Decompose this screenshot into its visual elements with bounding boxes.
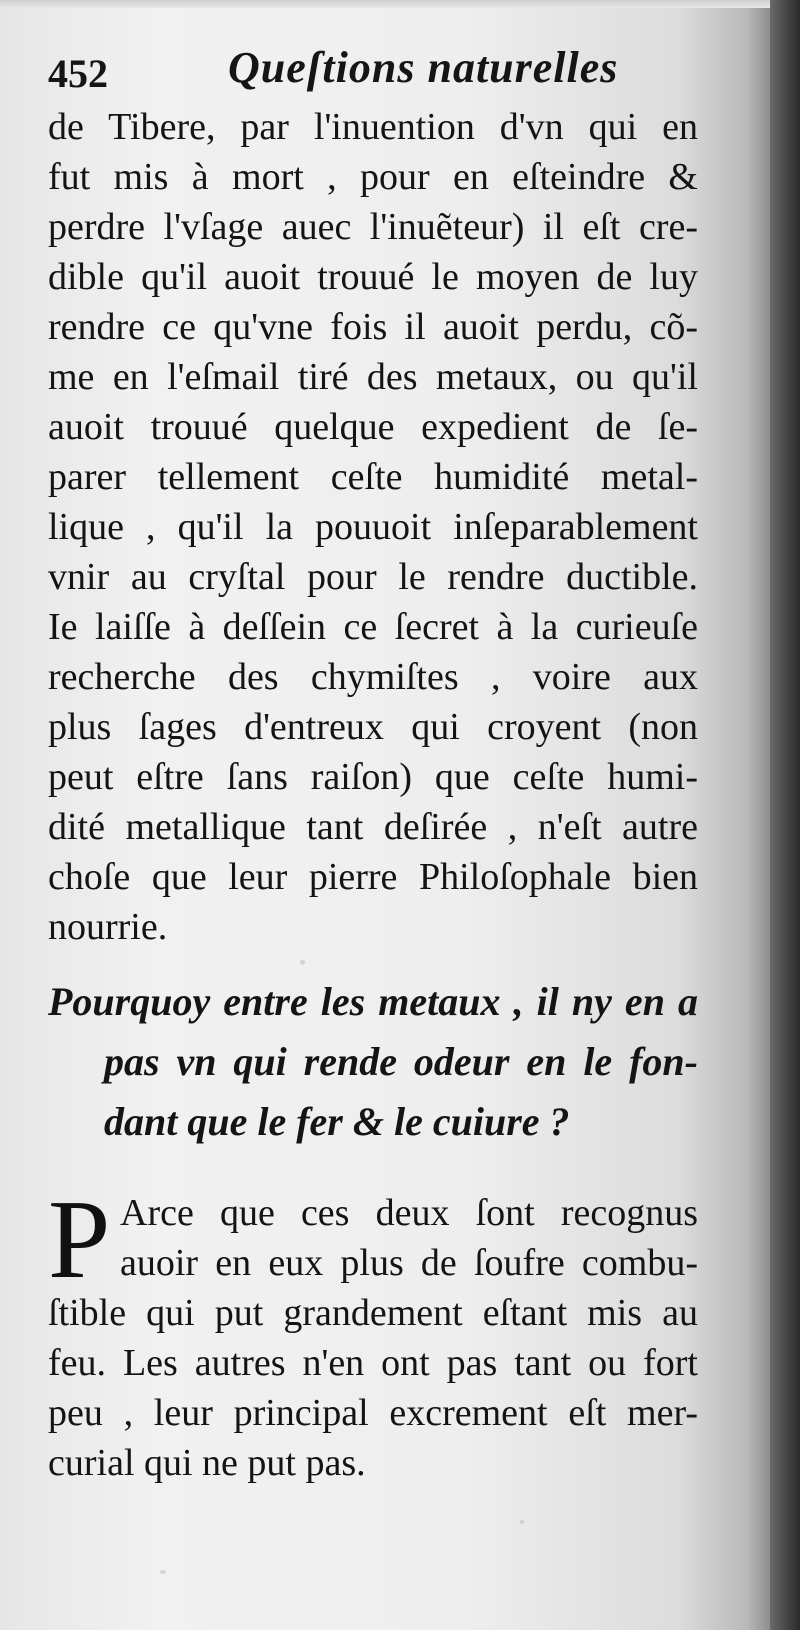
book-gutter-edge	[770, 0, 800, 1630]
text-line: vnir au cryſtal pour le rendre ductible.	[48, 556, 698, 598]
page-top-edge	[0, 0, 770, 8]
text-line: auoir en eux plus de ſoufre combu-	[120, 1242, 698, 1284]
question-line: pas vn qui rende odeur en le fon-	[104, 1039, 698, 1084]
text-line: me en l'eſmail tiré des metaux, ou qu'il	[48, 356, 698, 398]
running-title: Queſtions naturelles	[228, 43, 619, 92]
question-line: Pourquoy entre les metaux , il ny en a	[48, 979, 698, 1024]
text-line: Arce que ces deux ſont recognus	[120, 1192, 698, 1234]
page-number: 452	[48, 51, 108, 96]
text-line: de Tibere, par l'inuention d'vn qui en	[48, 106, 698, 148]
text-line: fut mis à mort , pour en eſteindre &	[48, 156, 698, 198]
running-head	[48, 40, 708, 110]
text-line: rendre ce qu'vne fois il auoit perdu, cõ-	[48, 306, 698, 348]
text-line: choſe que leur pierre Philoſophale bien	[48, 856, 698, 898]
text-line: plus ſages d'entreux qui croyent (non	[48, 706, 698, 748]
text-line: dible qu'il auoit trouué le moyen de luy	[48, 256, 698, 298]
text-line: dité metallique tant deſirée , n'eſt autre	[48, 806, 698, 848]
body-paragraph	[48, 102, 698, 952]
text-line: curial qui ne put pas.	[48, 1442, 366, 1484]
text-line: peu , leur principal excrement eſt mer-	[48, 1392, 698, 1434]
text-line: perdre l'vſage auec l'inuẽteur) il eſt cre-	[48, 206, 698, 248]
text-line: recherche des chymiſtes , voire aux	[48, 656, 698, 698]
text-line: ſtible qui put grandement eſtant mis au	[48, 1292, 698, 1334]
answer-paragraph	[48, 1178, 698, 1488]
paper-speck	[520, 1520, 524, 1524]
paper-speck	[160, 1570, 166, 1574]
question-heading	[48, 972, 698, 1152]
text-line: lique , qu'il la pouuoit inſeparablement	[48, 506, 698, 548]
text-line: nourrie.	[48, 906, 168, 948]
drop-cap: P	[48, 1178, 111, 1302]
text-line: Ie laiſſe à deſſein ce ſecret à la curieuſe	[48, 606, 698, 648]
text-line: feu. Les autres n'en ont pas tant ou fort	[48, 1342, 698, 1384]
text-line: peut eſtre ſans raiſon) que ceſte humi-	[48, 756, 698, 798]
text-line: auoit trouué quelque expedient de ſe-	[48, 406, 698, 448]
text-line: parer tellement ceſte humidité metal-	[48, 456, 698, 498]
paper-speck	[300, 960, 305, 965]
question-line: dant que le fer & le cuiure ?	[104, 1099, 570, 1144]
